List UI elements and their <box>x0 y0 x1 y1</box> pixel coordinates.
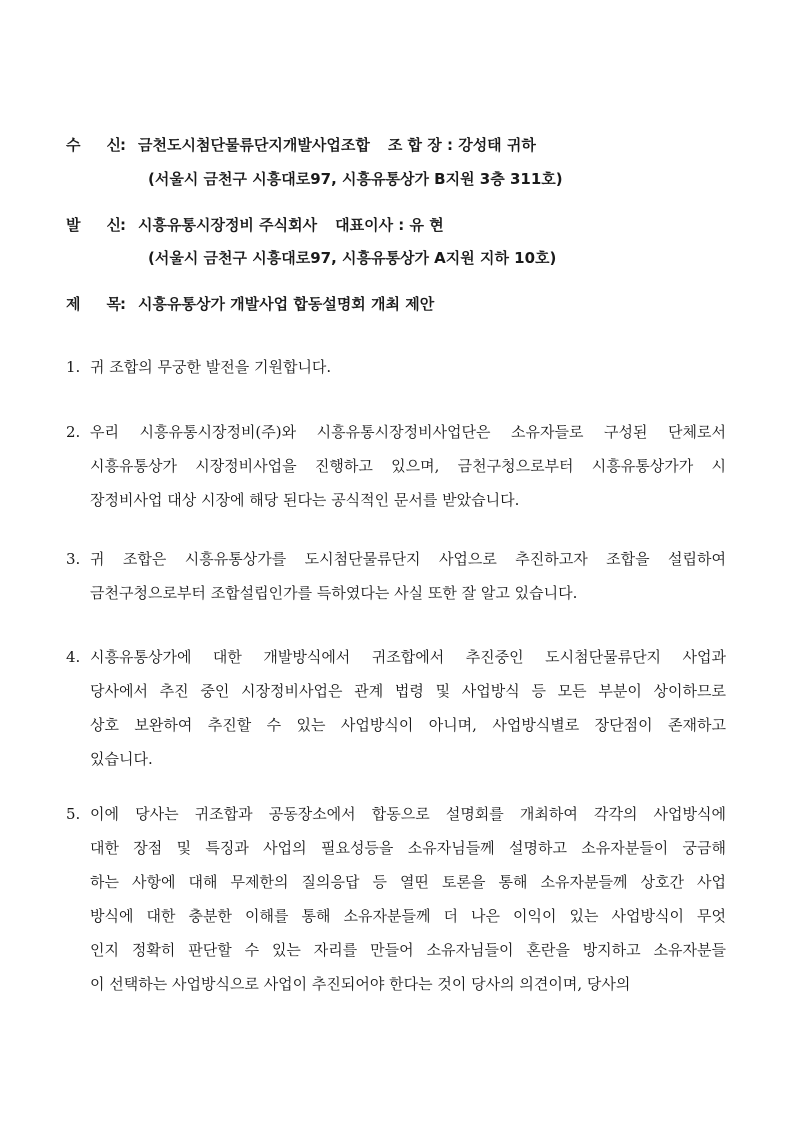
paragraph-line: 이 선택하는 사업방식으로 사업이 추진되어야 한다는 것이 당사의 의견이며, 당사의 <box>90 975 631 993</box>
sender-colon: : <box>120 216 126 234</box>
paragraph-5 <box>66 797 726 1001</box>
subject-text: 시흥유통상가 개발사업 합동설명회 개최 제안 <box>138 295 435 313</box>
paragraph-line: 당사에서 추진 중인 시장정비사업은 관계 법령 및 사업방식 등 모든 부분이 상이하므로 <box>90 682 726 700</box>
paragraph-line: 이에 당사는 귀조합과 공동장소에서 합동으로 설명회를 개최하여 각각의 사업방식에 <box>90 805 726 823</box>
paragraph-line: 시흥유통상가 시장정비사업을 진행하고 있으며, 금천구청으로부터 시흥유통상가가 시 <box>90 457 726 475</box>
paragraph-line: 인지 정확히 판단할 수 있는 자리를 만들어 소유자님들이 혼란을 방지하고 소유자분들 <box>90 941 726 959</box>
paragraph-number: 4. <box>66 648 81 666</box>
sender-line <box>66 214 444 235</box>
subject-colon: : <box>120 295 126 313</box>
paragraph-number: 5. <box>66 805 81 823</box>
sender-label: 발 신 <box>66 216 121 234</box>
recipient-address: (서울시 금천구 시흥대로97, 시흥유통상가 B지원 3층 311호) <box>148 170 563 188</box>
paragraph-4 <box>66 640 726 776</box>
paragraph-3 <box>66 542 726 610</box>
paragraph-line: 시흥유통상가에 대한 개발방식에서 귀조합에서 추진중인 도시첨단물류단지 사업과 <box>90 648 726 666</box>
paragraph-line: 장정비사업 대상 시장에 해당 된다는 공식적인 문서를 받았습니다. <box>90 491 520 509</box>
paragraph-line: 금천구청으로부터 조합설립인가를 득하였다는 사실 또한 잘 알고 있습니다. <box>90 584 578 602</box>
sender-org: 시흥유통시장정비 주식회사 <box>138 216 318 234</box>
paragraph-line: 하는 사항에 대해 무제한의 질의응답 등 열띤 토론을 통해 소유자분들께 상호간 사업 <box>90 873 726 891</box>
paragraph-1 <box>66 350 726 384</box>
paragraph-2 <box>66 415 726 517</box>
paragraph-line: 귀 조합은 시흥유통상가를 도시첨단물류단지 사업으로 추진하고자 조합을 설립하여 <box>90 550 726 568</box>
recipient-label: 수 신 <box>66 136 121 154</box>
recipient-line <box>66 134 536 155</box>
subject-label: 제 목 <box>66 295 121 313</box>
paragraph-line: 우리 시흥유통시장정비(주)와 시흥유통시장정비사업단은 소유자들로 구성된 단체로서 <box>90 423 726 441</box>
paragraph-line: 귀 조합의 무궁한 발전을 기원합니다. <box>90 358 332 376</box>
paragraph-number: 3. <box>66 550 81 568</box>
paragraph-line: 방식에 대한 충분한 이해를 통해 소유자분들께 더 나은 이익이 있는 사업방식이 무엇 <box>90 907 726 925</box>
paragraph-line: 상호 보완하여 추진할 수 있는 사업방식이 아니며, 사업방식별로 장단점이 존재하고 <box>90 716 726 734</box>
paragraph-line: 있습니다. <box>90 750 153 768</box>
subject-line <box>66 293 434 314</box>
recipient-org: 금천도시첨단물류단지개발사업조합 <box>138 136 370 154</box>
paragraph-line: 대한 장점 및 특징과 사업의 필요성등을 소유자님들께 설명하고 소유자분들이 궁금해 <box>90 839 726 857</box>
sender-address: (서울시 금천구 시흥대로97, 시흥유통상가 A지원 지하 10호) <box>148 249 557 267</box>
recipient-colon: : <box>120 136 126 154</box>
sender-role: 대표이사 : 유 현 <box>335 216 444 234</box>
recipient-role: 조 합 장 : 강성태 귀하 <box>387 136 536 154</box>
paragraph-number: 2. <box>66 423 81 441</box>
paragraph-number: 1. <box>66 358 81 376</box>
